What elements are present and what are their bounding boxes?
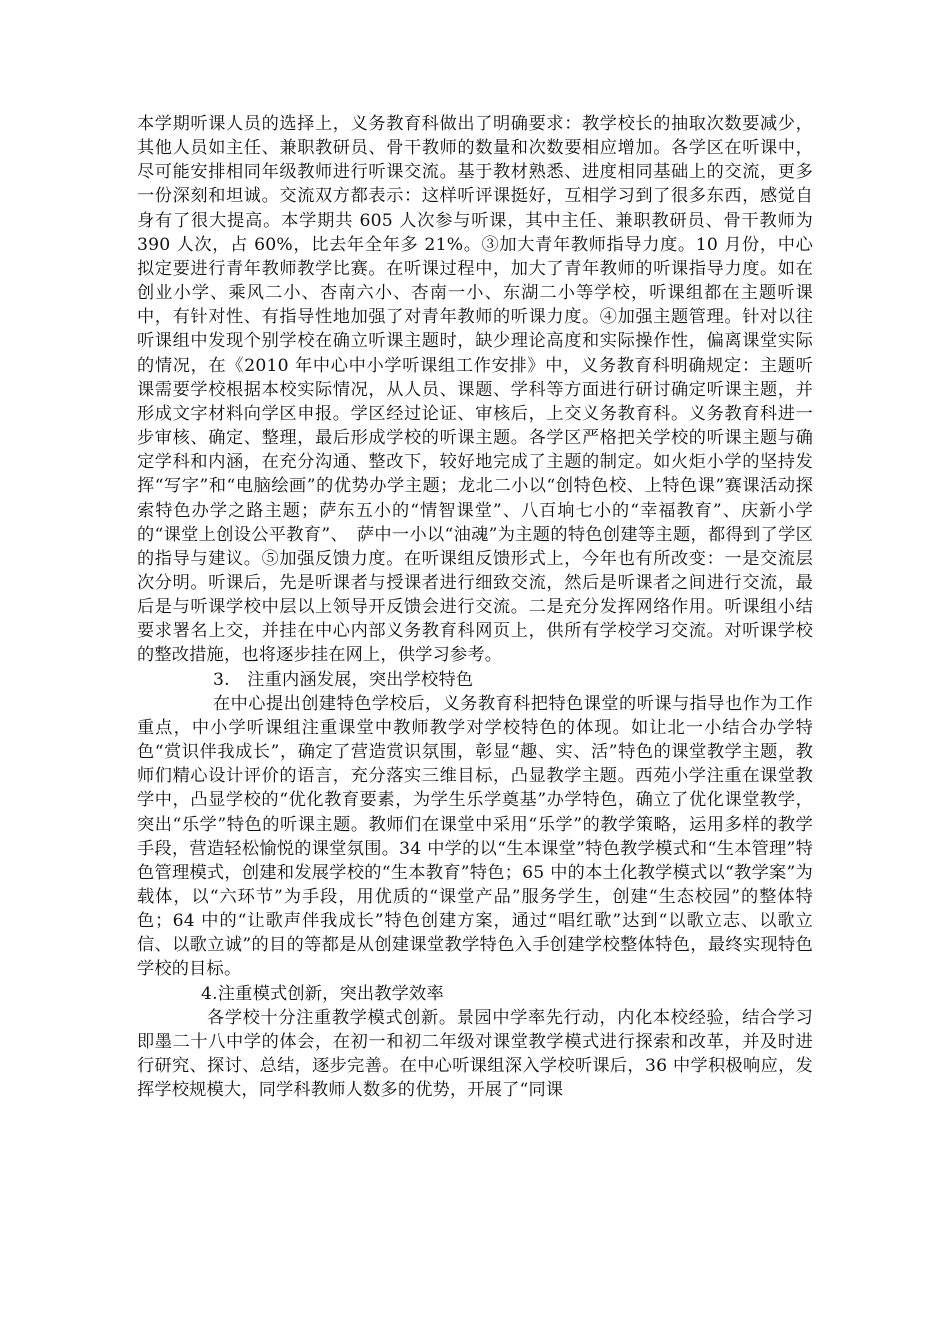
paragraph-listening-staff: 本学期听课人员的选择上，义务教育科做出了明确要求：教学校长的抽取次数要减少，其他人员如主任、兼职教研员、骨干教师的数量和次数要相应增加。各学区在听课中，尽可能安排相同年级教师进行听课交流。基于教材熟悉、进度相同基础上的交流，更多一份深刻和坦诚。交流双方都表示：这样听评课挺好，互相学习到了很多东西，感觉自身有了很大提高。本学期共 605 人次参与听课，其中主任、兼职教研员、骨干教师为 390 人次，占 60%，比去年全年多 21%。③加大青年教师指导力度。10 月份，中心拟定要进行青年教师教学比赛。在听课过程中，加大了青年教师的听课指导力度。如在创业小学、乘风二小、杏南六小、杏南一小、东湖二小等学校，听课组都在主题听课中，有针对性、有指导性地加强了对青年教师的听课力度。④加强主题管理。针对以往听课组中发现个别学校在确立听课主题时，缺少理论高度和实际操作性，偏离课堂实际的情况，在《2010 年中心中小学听课组工作安排》中，义务教育科明确规定：主题听课需要学校根据本校实际情况，从人员、课题、学科等方面进行研讨确定听课主题，并形成文字材料向学区申报。学区经过论证、审核后，上交义务教育科。义务教育科进一步审核、确定、整理，最后形成学校的听课主题。各学区严格把关学校的听课主题与确定学科和内涵，在充分沟通、整改下，较好地完成了主题的制定。如火炬小学的坚持发挥“写字”和“电脑绘画”的优势办学主题；龙北二小以“创特色校、上特色课”赛课活动探索特色办学之路主题；萨东五小的“情智课堂”、八百垧七小的“幸福教育”、庆新小学的“课堂上创设公平教育”、 萨中一小以“油魂”为主题的特色创建等主题，都得到了学区的指导与建议。⑤加强反馈力度。在听课组反馈形式上，今年也有所改变：一是交流层次分明。听课后，先是听课者与授课者进行细致交流，然后是听课者之间进行交流，最后是与听课学校中层以上领导开反馈会进行交流。二是充分发挥网络作用。听课组小结要求署名上交，并挂在中心内部义务教育科网页上，供所有学校学习交流。对听课学校的整改措施，也将逐步挂在网上，供学习参考。 [137, 114, 813, 666]
paragraph-model-innovation: 各学校十分注重教学模式创新。景园中学率先行动，内化本校经验，结合学习即墨二十八中学的体会，在初一和初二年级对课堂教学模式进行探索和改革，并及时进行研究、探讨、总结，逐步完善。在中心听课组深入学校听课后，36 中学积极响应，发挥学校规模大，同学科教师人数多的优势，开展了“同课 [137, 1007, 813, 1101]
section-heading-3: 3. 注重内涵发展，突出学校特色 [213, 669, 474, 690]
document-body [137, 112, 813, 1102]
section-heading-4: 4.注重模式创新，突出教学效率 [201, 983, 444, 1004]
paragraph-school-characteristics: 在中心提出创建特色学校后，义务教育科把特色课堂的听课与指导也作为工作重点，中小学听课组注重课堂中教师教学对学校特色的体现。如让北一小结合办学特色“赏识伴我成长”，确定了营造赏识氛围，彰显“趣、实、活”特色的课堂教学主题，教师们精心设计评价的语言，充分落实三维目标，凸显教学主题。西苑小学注重在课堂教学中，凸显学校的“优化教育要素，为学生乐学奠基”办学特色，确立了优化课堂教学，突出“乐学”特色的听课主题。教师们在课堂中采用“乐学”的教学策略，运用多样的教学手段，营造轻松愉悦的课堂氛围。34 中学的以“生本课堂”特色教学模式和“生本管理”特色管理模式，创建和发展学校的“生本教育”特色；65 中的本土化教学模式以“教学案”为载体，以“六环节”为手段，用优质的“课堂产品”服务学生，创建“生态校园”的整体特色；64 中的“让歌声伴我成长”特色创建方案，通过“唱红歌”达到“以歌立志、以歌立信、以歌立诚”的目的等都是从创建课堂教学特色入手创建学校整体特色，最终实现特色学校的目标。 [137, 693, 813, 980]
